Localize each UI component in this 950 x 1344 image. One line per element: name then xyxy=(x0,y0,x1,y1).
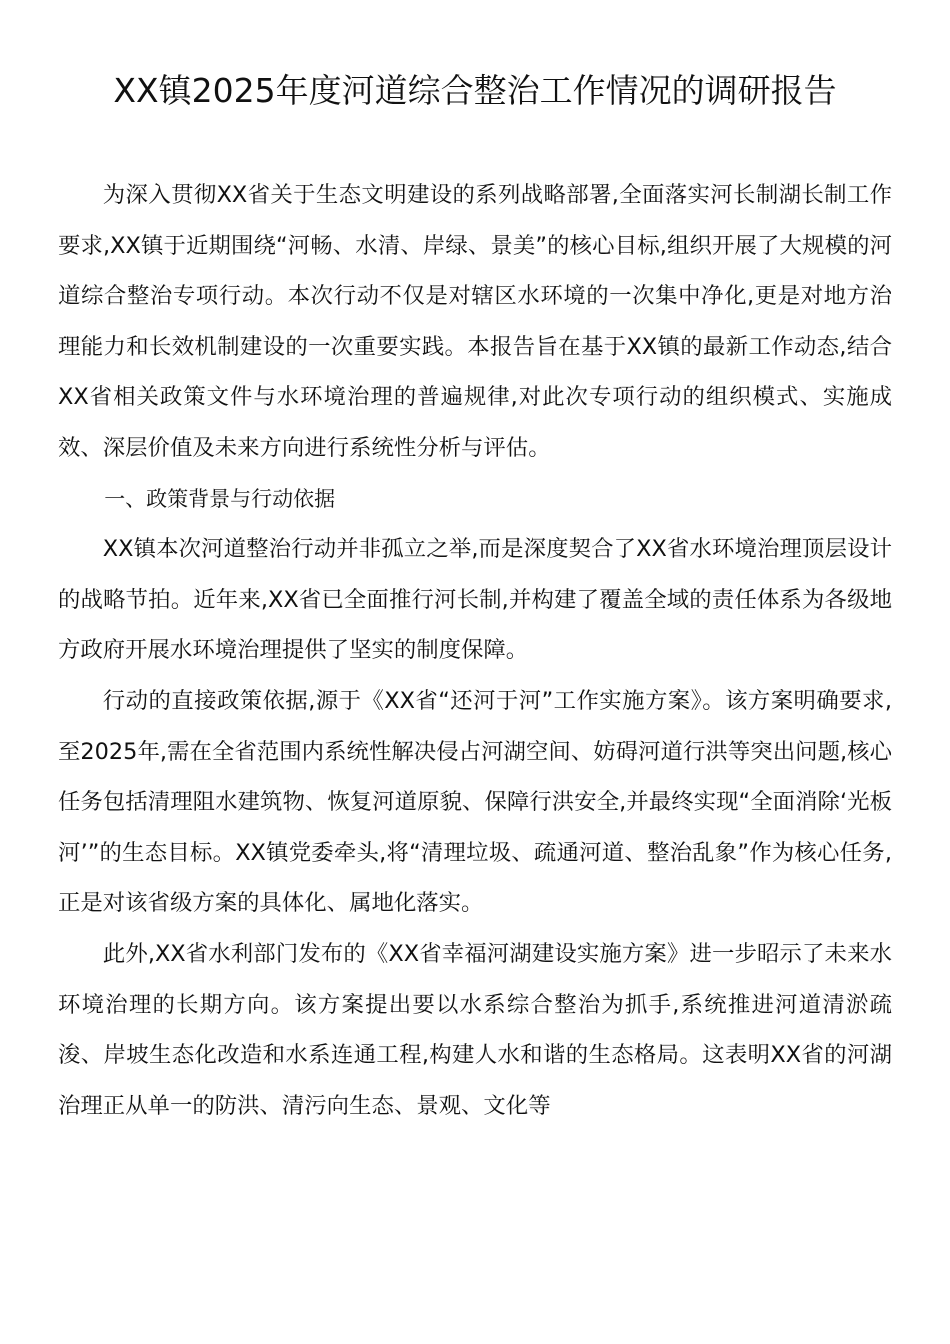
paragraph-intro: 为深入贯彻XX省关于生态文明建设的系列战略部署,全面落实河长制湖长制工作要求,XX镇于近期围绕“河畅、水清、岸绿、景美”的核心目标,组织开展了大规模的河道综合整治专项行动。本次行动不仅是对辖区水环境的一次集中净化,更是对地方治理能力和长效机制建设的一次重要实践。本报告旨在基于XX镇的最新工作动态,结合XX省相关政策文件与水环境治理的普遍规律,对此次专项行动的组织模式、实施成效、深层价值及未来方向进行系统性分析与评估。 xyxy=(58,182,892,461)
document-body xyxy=(58,170,892,1131)
paragraph-direct-basis: 行动的直接政策依据,源于《XX省“还河于河”工作实施方案》。该方案明确要求,至2025年,需在全省范围内系统性解决侵占河湖空间、妨碍河道行洪等突出问题,核心任务包括清理阻水建筑物、恢复河道原貌、保障行洪安全,并最终实现“全面消除‘光板河’”的生态目标。XX镇党委牵头,将“清理垃圾、疏通河道、整治乱象”作为核心任务,正是对该省级方案的具体化、属地化落实。 xyxy=(58,687,892,917)
document-title: XX镇2025年度河道综合整治工作情况的调研报告 xyxy=(113,71,837,110)
paragraph-policy-context: XX镇本次河道整治行动并非孤立之举,而是深度契合了XX省水环境治理顶层设计的战略节拍。近年来,XX省已全面推行河长制,并构建了覆盖全域的责任体系为各级地方政府开展水环境治理提供了坚实的制度保障。 xyxy=(58,536,892,664)
section-heading: 一、政策背景与行动依据 xyxy=(104,486,336,511)
paragraph-future-direction: 此外,XX省水利部门发布的《XX省幸福河湖建设实施方案》进一步昭示了未来水环境治理的长期方向。该方案提出要以水系综合整治为抓手,系统推进河道清淤疏浚、岸坡生态化改造和水系连通工程,构建人水和谐的生态格局。这表明XX省的河湖治理正从单一的防洪、清污向生态、景观、文化等 xyxy=(58,940,892,1119)
